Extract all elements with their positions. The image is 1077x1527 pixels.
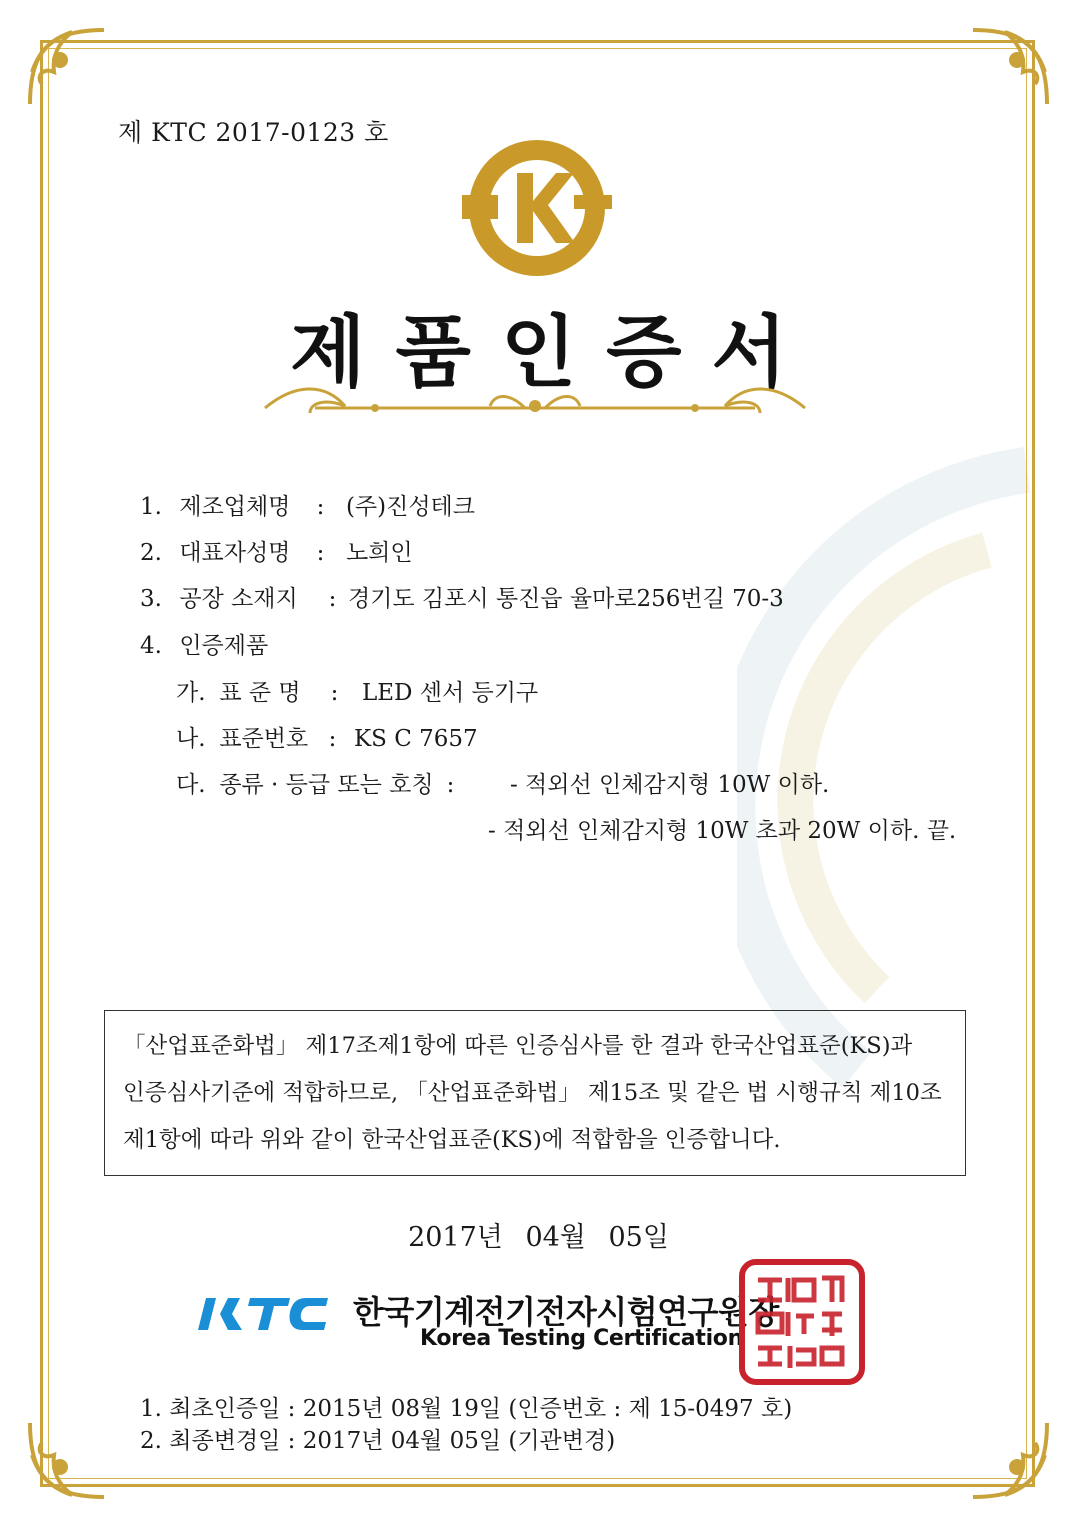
field-grade-second — [488, 812, 956, 845]
field-value: - 적외선 인체감지형 10W 이하. — [509, 772, 830, 798]
corner-ornament-icon — [22, 1415, 112, 1505]
field-separator: : — [330, 680, 339, 706]
field-value: LED 센서 등기구 — [361, 680, 539, 706]
field-number: 4. — [140, 633, 162, 659]
field-value: 경기도 김포시 통진읍 율마로256번길 70-3 — [347, 586, 784, 612]
field-standard-name — [176, 674, 538, 707]
field-label: 공장 소재지 — [179, 586, 298, 612]
field-separator: : — [328, 726, 337, 752]
field-number: 2. — [140, 540, 162, 566]
issue-date: 2017년 04월 05일 — [408, 1222, 669, 1253]
field-value: 노희인 — [345, 540, 413, 566]
official-seal-icon — [738, 1258, 866, 1386]
field-separator: : — [316, 540, 325, 566]
corner-ornament-icon — [22, 22, 112, 112]
statement-line: 인증심사기준에 적합하므로, 「산업표준화법」 제15조 및 같은 법 시행규칙 제10조 — [123, 1080, 942, 1106]
field-number: 3. — [140, 586, 162, 612]
ks-mark-icon — [462, 133, 612, 283]
corner-ornament-icon — [965, 1415, 1055, 1505]
field-number: 가. — [176, 680, 206, 706]
ktc-logo-icon — [198, 1290, 348, 1336]
field-value: (주)진성테크 — [345, 494, 475, 520]
field-value: KS C 7657 — [353, 726, 478, 752]
statement-line: 제1항에 따라 위와 같이 한국산업표준(KS)에 적합함을 인증합니다. — [123, 1127, 781, 1153]
field-factory — [140, 580, 784, 613]
field-separator: : — [316, 494, 325, 520]
field-label: 종류 · 등급 또는 호칭 — [219, 772, 434, 798]
statement-line: 「산업표준화법」 제17조제1항에 따른 인증심사를 한 결과 한국산업표준(KS)과 — [123, 1033, 913, 1059]
field-number: 나. — [176, 726, 206, 752]
field-label: 인증제품 — [179, 633, 269, 659]
field-number: 다. — [176, 772, 206, 798]
title-ornament-icon — [255, 378, 815, 428]
field-number: 1. — [140, 494, 162, 520]
first-certification-date: 1. 최초인증일 : 2015년 08월 19일 (인증번호 : 제 15-0497 호) — [140, 1396, 793, 1422]
field-label: 대표자성명 — [179, 540, 291, 566]
page-title: 제품인증서 — [290, 308, 817, 398]
field-grade — [176, 766, 829, 799]
certification-statement — [104, 1010, 966, 1176]
field-value: - 적외선 인체감지형 10W 초과 20W 이하. 끝. — [488, 818, 957, 844]
corner-ornament-icon — [965, 22, 1055, 112]
field-representative — [140, 534, 413, 567]
field-separator: : — [446, 772, 455, 798]
field-separator: : — [328, 586, 337, 612]
field-label: 제조업체명 — [179, 494, 291, 520]
issuer-name-en: Korea Testing Certification — [420, 1326, 743, 1351]
field-label: 표준번호 — [219, 726, 309, 752]
field-product — [140, 627, 268, 660]
footer-history — [140, 1393, 792, 1457]
field-standard-number — [176, 720, 478, 753]
certificate-number: 제 KTC 2017-0123 호 — [118, 118, 389, 147]
last-change-date: 2. 최종변경일 : 2017년 04월 05일 (기관변경) — [140, 1428, 616, 1454]
issuer-name: 한국기계전기전자시험연구원장 — [353, 1293, 779, 1331]
field-label: 표 준 명 — [219, 680, 301, 706]
field-company — [140, 488, 475, 521]
